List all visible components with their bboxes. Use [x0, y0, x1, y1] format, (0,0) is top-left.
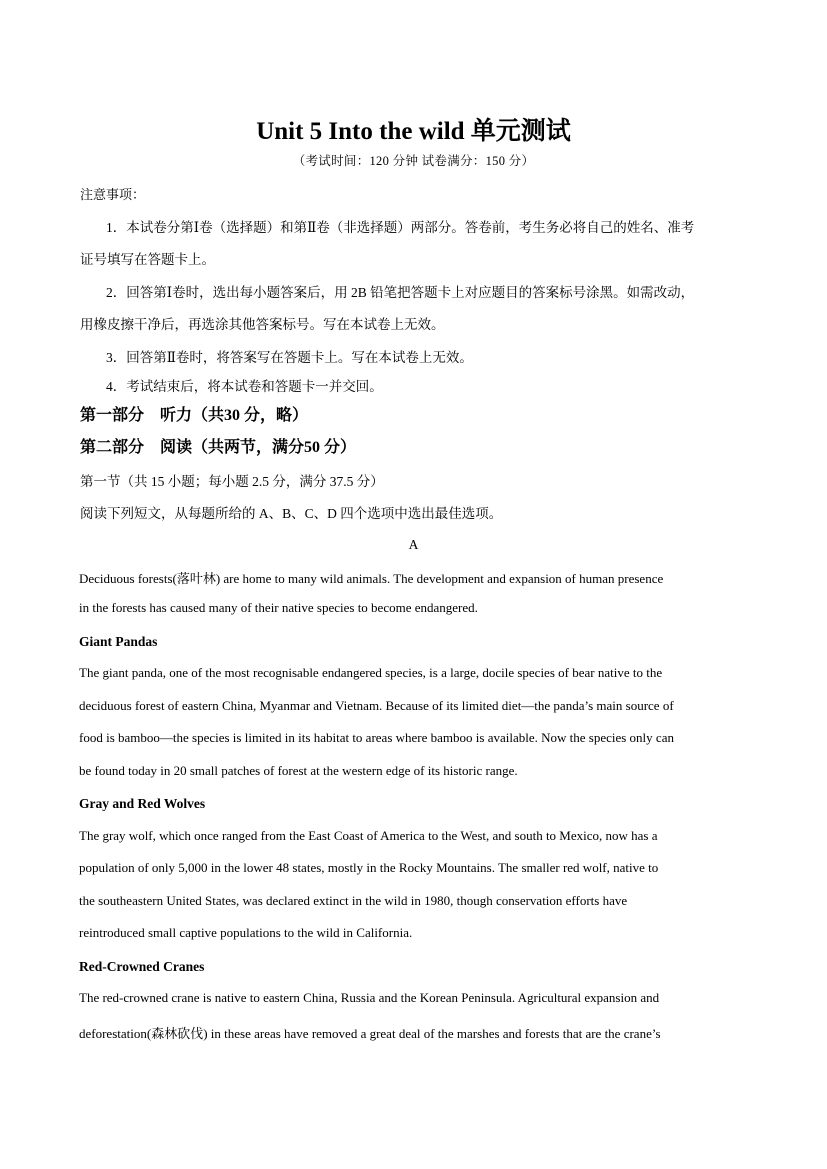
- intro-line-1: Deciduous forests(落叶林) are home to many wild animals. The development and expansion of human presence: [79, 571, 664, 586]
- notice-item-4: 4．考试结束后，将本试卷和答题卡一并交回。: [106, 379, 383, 394]
- pandas-line-4: be found today in 20 small patches of forest at the western edge of its historic range.: [79, 763, 518, 778]
- intro-line-2: in the forests has caused many of their native species to become endangered.: [79, 600, 478, 615]
- wolves-line-2: population of only 5,000 in the lower 48 states, mostly in the Rocky Mountains. The smaller red wolf, native to: [79, 860, 659, 875]
- notice-item-1-line-2: 证号填写在答题卡上。: [80, 252, 215, 267]
- part-one-heading: 第一部分 听力（共30 分，略）: [80, 407, 309, 424]
- part-two-heading: 第二部分 阅读（共两节，满分50 分）: [80, 439, 357, 456]
- notice-item-3: 3．回答第Ⅱ卷时，将答案写在答题卡上。写在本试卷上无效。: [106, 350, 473, 365]
- page-title: Unit 5 Into the wild 单元测试: [256, 118, 571, 145]
- cranes-line-2: deforestation(森林砍伐) in these areas have removed a great deal of the marshes and forests that are the crane’s: [79, 1026, 661, 1041]
- wolves-line-4: reintroduced small captive populations to the wild in California.: [79, 925, 413, 940]
- wolves-line-1: The gray wolf, which once ranged from the East Coast of America to the West, and south to Mexico, now has a: [79, 828, 658, 843]
- section-one-heading: 第一节（共 15 小题；每小题 2.5 分，满分 37.5 分）: [80, 474, 384, 489]
- wolves-heading: Gray and Red Wolves: [79, 796, 206, 811]
- notice-item-2-line-1: 2．回答第Ⅰ卷时，选出每小题答案后，用 2B 铅笔把答题卡上对应题目的答案标号涂黑。如需改动，: [106, 285, 695, 300]
- giant-pandas-heading: Giant Pandas: [79, 634, 158, 649]
- pandas-line-3: food is bamboo—the species is limited in its habitat to areas where bamboo is available. Now the species only can: [79, 730, 674, 745]
- notice-label: 注意事项：: [80, 188, 146, 203]
- exam-info-subtitle: （考试时间：120 分钟 试卷满分：150 分）: [292, 154, 535, 168]
- pandas-line-1: The giant panda, one of the most recognisable endangered species, is a large, docile species of bear native to the: [79, 665, 663, 680]
- passage-label: A: [408, 537, 419, 552]
- notice-item-2-line-2: 用橡皮擦干净后，再选涂其他答案标号。写在本试卷上无效。: [80, 317, 445, 332]
- wolves-line-3: the southeastern United States, was declared extinct in the wild in 1980, though conservation efforts have: [79, 893, 628, 908]
- pandas-line-2: deciduous forest of eastern China, Myanmar and Vietnam. Because of its limited diet—the panda’s main source of: [79, 698, 674, 713]
- cranes-line-1: The red-crowned crane is native to eastern China, Russia and the Korean Peninsula. Agricultural expansion and: [79, 990, 660, 1005]
- notice-item-1-line-1: 1．本试卷分第Ⅰ卷（选择题）和第Ⅱ卷（非选择题）两部分。答卷前，考生务必将自己的姓名、准考: [106, 220, 695, 235]
- cranes-heading: Red-Crowned Cranes: [79, 959, 205, 974]
- reading-instruction: 阅读下列短文，从每题所给的 A、B、C、D 四个选项中选出最佳选项。: [80, 506, 503, 521]
